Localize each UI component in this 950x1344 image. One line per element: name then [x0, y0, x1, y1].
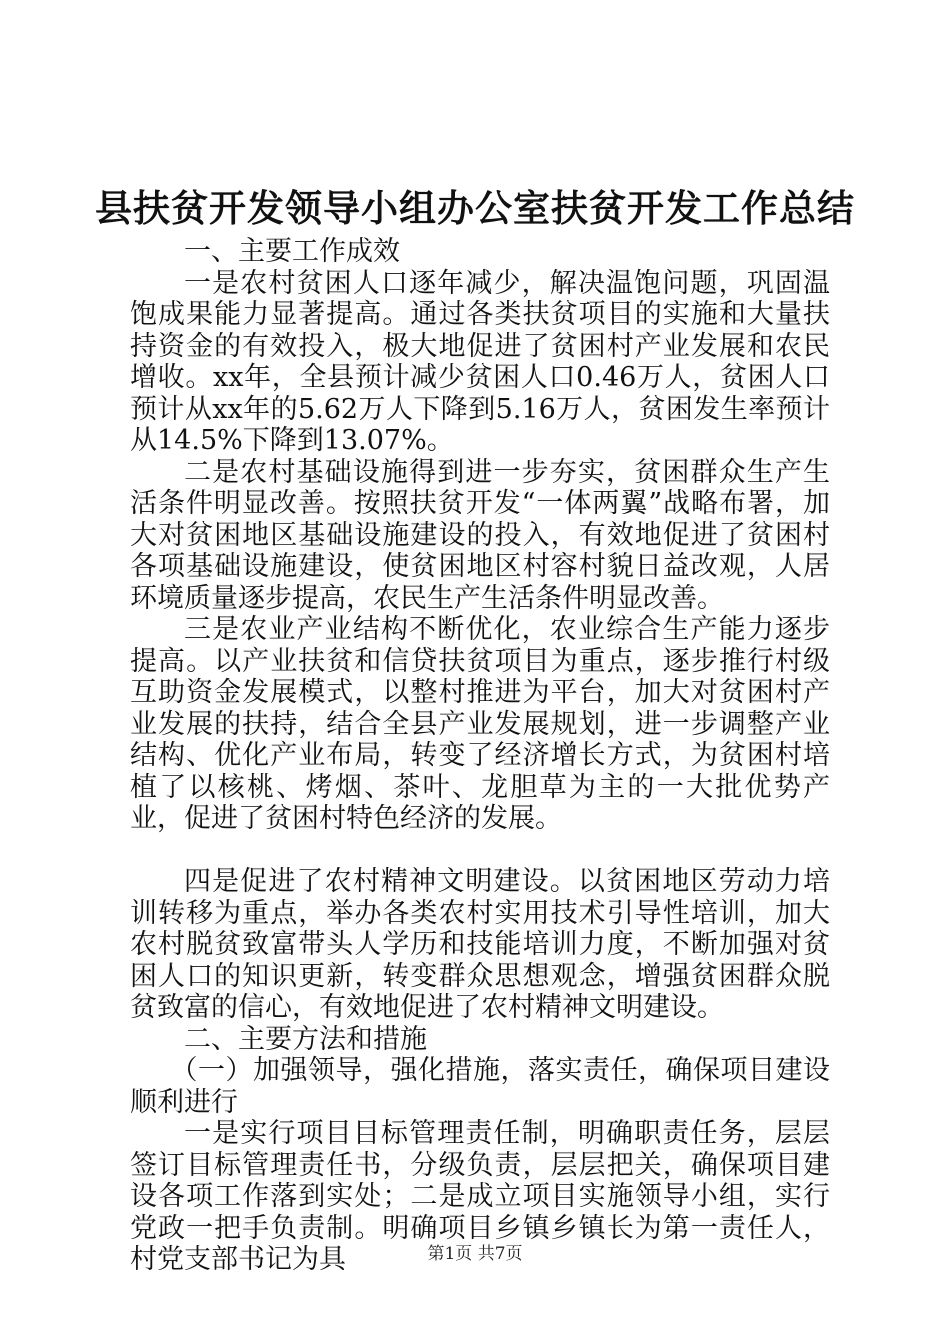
paragraph-4: 四是促进了农村精神文明建设。以贫困地区劳动力培训转移为重点，举办各类农村实用技术引导性培训，加大农村脱贫致富带头人学历和技能培训力度，不断加强对贫困人口的知识更新，转变群众思想观念，增强贫困群众脱贫致富的信心，有效地促进了农村精神文明建设。: [130, 866, 830, 1023]
subsection-heading-1: （一）加强领导，强化措施，落实责任，确保项目建设顺利进行: [130, 1055, 830, 1118]
paragraph-5: 一是实行项目目标管理责任制，明确职责任务，层层签订目标管理责任书，分级负责，层层把关，确保项目建设各项工作落到实处；二是成立项目实施领导小组，实行党政一把手负责制。明确项目乡镇乡镇长为第一责任人，村党支部书记为具: [130, 1118, 830, 1275]
document-title: 县扶贫开发领导小组办公室扶贫开发工作总结: [95, 187, 855, 230]
paragraph-3: 三是农业产业结构不断优化，农业综合生产能力逐步提高。以产业扶贫和信贷扶贫项目为重点，逐步推行村级互助资金发展模式，以整村推进为平台，加大对贫困村产业发展的扶持，结合全县产业发展规划，进一步调整产业结构、优化产业布局，转变了经济增长方式，为贫困村培植了以核桃、烤烟、茶叶、龙胆草为主的一大批优势产业，促进了贫困村特色经济的发展。: [130, 614, 830, 834]
section-heading-1: 一、主要工作成效: [184, 236, 400, 267]
page-number-footer: 第1页 共7页: [427, 1244, 523, 1264]
paragraph-2: 二是农村基础设施得到进一步夯实，贫困群众生产生活条件明显改善。按照扶贫开发“一体两翼”战略布署，加大对贫困地区基础设施建设的投入，有效地促进了贫困村各项基础设施建设，使贫困地区村容村貌日益改观，人居环境质量逐步提高，农民生产生活条件明显改善。: [130, 456, 830, 614]
document-body: [130, 236, 830, 1276]
paragraph-1: 一是农村贫困人口逐年减少，解决温饱问题，巩固温饱成果能力显著提高。通过各类扶贫项目的实施和大量扶持资金的有效投入，极大地促进了贫困村产业发展和农民增收。xx年，全县预计减少贫困人口0.46万人，贫困人口预计从xx年的5.62万人下降到5.16万人，贫困发生率预计从14.5%下降到13.07%。: [130, 267, 830, 456]
section-heading-2: 二、主要方法和措施: [184, 1023, 427, 1055]
